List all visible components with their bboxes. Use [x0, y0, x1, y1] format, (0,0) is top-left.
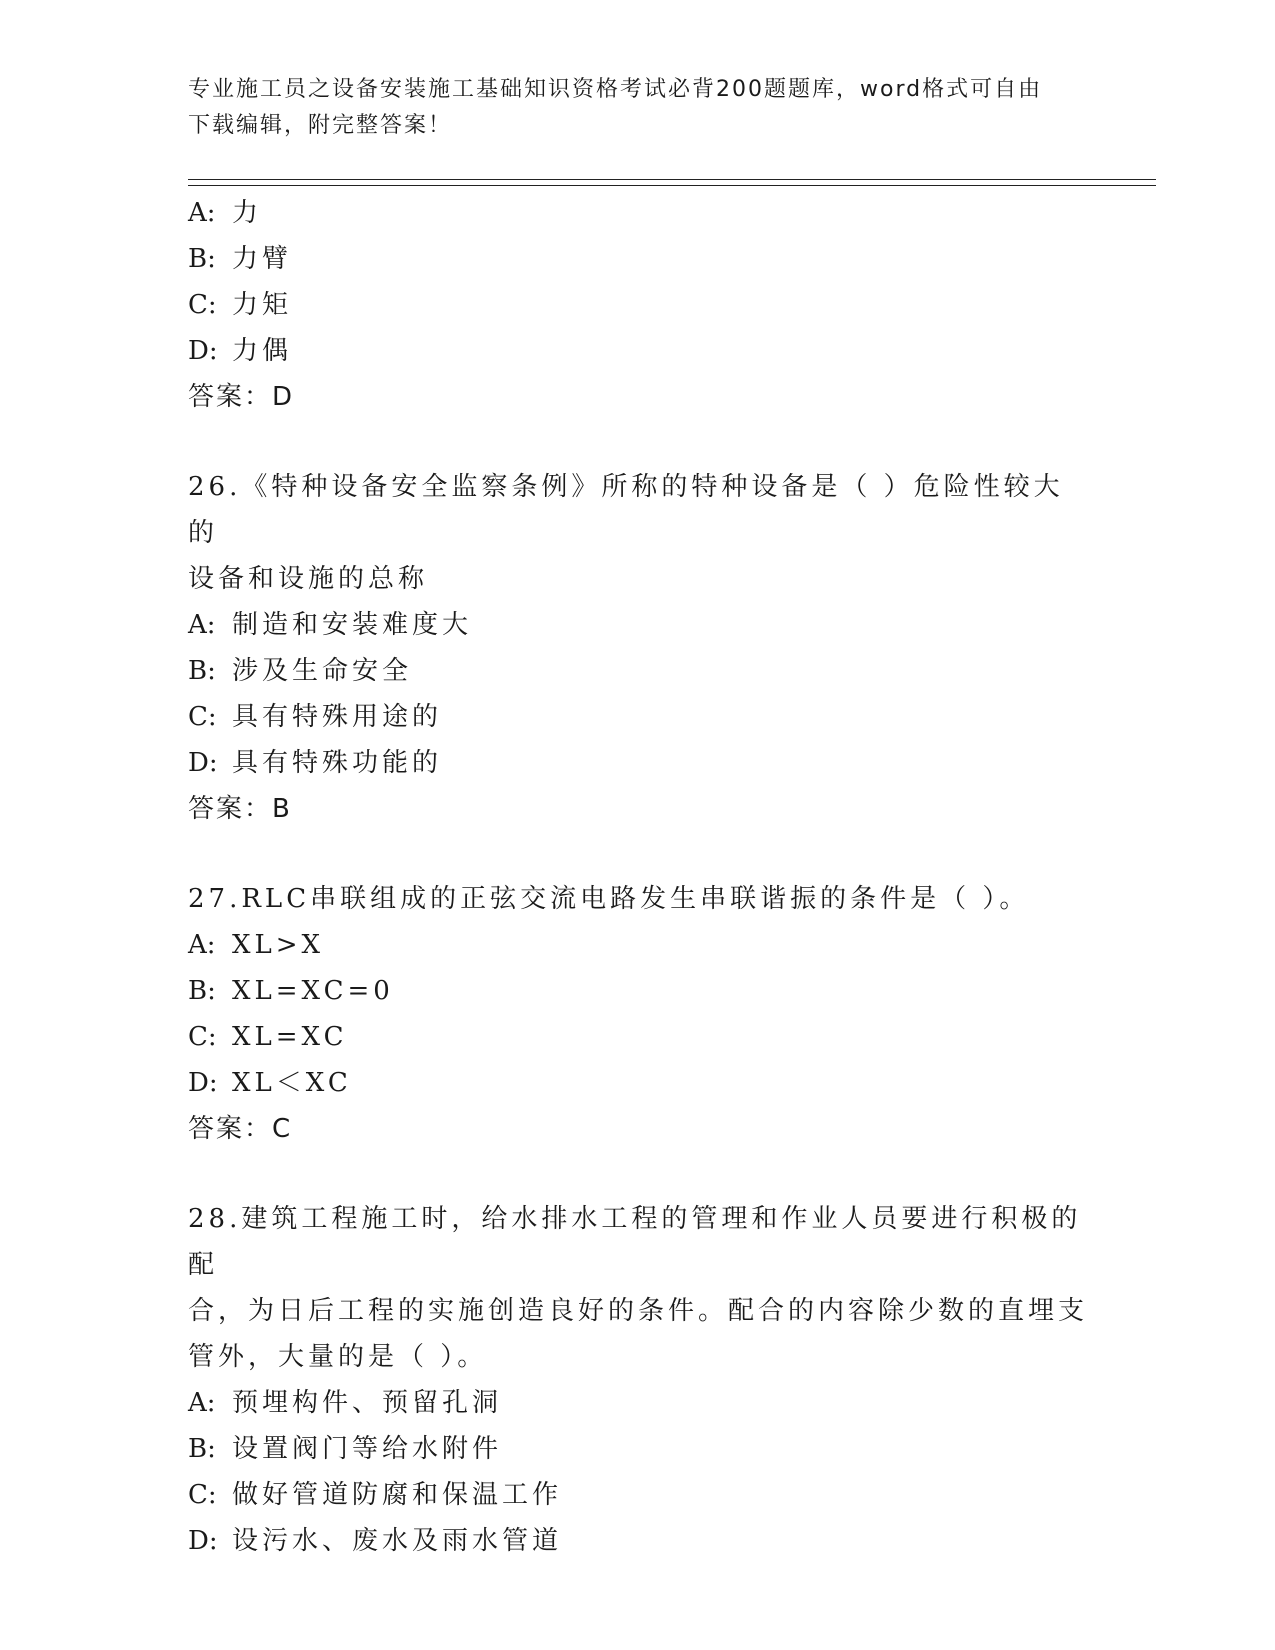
option-b: [188, 968, 1088, 1014]
question-list: [188, 190, 1088, 1564]
option-text: XL=XC=0: [232, 976, 394, 1006]
question-26: [188, 464, 1088, 832]
option-text: 涉及生命安全: [232, 656, 413, 686]
option-b: [188, 1426, 1088, 1472]
option-label: C:: [188, 702, 217, 732]
option-c: [188, 694, 1088, 740]
document-header: [188, 72, 1068, 144]
option-label: B:: [188, 244, 216, 274]
option-label: D:: [188, 748, 218, 778]
option-c: [188, 1014, 1088, 1060]
option-text: 预埋构件、预留孔洞: [232, 1388, 503, 1418]
option-label: A:: [188, 198, 216, 228]
option-c: [188, 282, 1088, 328]
header-title-line-2: 下载编辑，附完整答案！: [188, 113, 453, 138]
option-b: [188, 648, 1088, 694]
header-divider-bottom: [188, 185, 1156, 186]
answer-line: 答案：C: [188, 1114, 293, 1144]
option-label: B:: [188, 976, 216, 1006]
option-d: [188, 328, 1088, 374]
option-text: XL=XC: [232, 1022, 348, 1052]
option-a: [188, 190, 1088, 236]
option-d: [188, 1060, 1088, 1106]
option-text: 具有特殊功能的: [232, 748, 443, 778]
question-text-line: 26.《特种设备安全监察条例》所称的特种设备是（ ）危险性较大的: [188, 472, 1064, 548]
option-label: C:: [188, 1480, 217, 1510]
option-text: XL＜XC: [232, 1068, 352, 1098]
option-label: B:: [188, 1434, 216, 1464]
question-text: [188, 1196, 1088, 1380]
answer-line: 答案：B: [188, 794, 292, 824]
question-text: [188, 464, 1088, 602]
option-text: 力臂: [232, 244, 293, 274]
option-label: A:: [188, 610, 216, 640]
option-text: 制造和安装难度大: [232, 610, 473, 640]
option-text: 设置阀门等给水附件: [232, 1434, 503, 1464]
option-label: D:: [188, 1526, 218, 1556]
option-label: B:: [188, 656, 216, 686]
option-text: 做好管道防腐和保温工作: [232, 1480, 563, 1510]
option-label: A:: [188, 1388, 216, 1418]
question-28: [188, 1196, 1088, 1564]
option-text: 力矩: [232, 290, 293, 320]
option-label: D:: [188, 336, 218, 366]
question-text-line: 合，为日后工程的实施创造良好的条件。配合的内容除少数的直埋支: [188, 1296, 1089, 1326]
question-27: [188, 876, 1088, 1152]
option-d: [188, 740, 1088, 786]
question-25: [188, 190, 1088, 420]
question-text-line: 28.建筑工程施工时，给水排水工程的管理和作业人员要进行积极的配: [188, 1204, 1082, 1280]
option-a: [188, 602, 1088, 648]
answer-line: 答案：D: [188, 382, 295, 412]
header-title-line-1: 专业施工员之设备安装施工基础知识资格考试必背200题题库，word格式可自由: [188, 77, 1043, 102]
option-text: XL>X: [232, 930, 325, 960]
question-text-line: 管外，大量的是（ ）。: [188, 1342, 488, 1372]
option-label: D:: [188, 1068, 218, 1098]
option-a: [188, 1380, 1088, 1426]
option-label: C:: [188, 1022, 217, 1052]
option-text: 力: [232, 198, 263, 228]
question-text-line: 27.RLC串联组成的正弦交流电路发生串联谐振的条件是（ ）。: [188, 884, 1030, 914]
question-text: [188, 876, 1088, 922]
option-b: [188, 236, 1088, 282]
header-divider-top: [188, 179, 1156, 180]
option-label: C:: [188, 290, 217, 320]
option-a: [188, 922, 1088, 968]
option-text: 设污水、废水及雨水管道: [232, 1526, 563, 1556]
question-text-line: 设备和设施的总称: [188, 564, 429, 594]
option-text: 具有特殊用途的: [232, 702, 443, 732]
option-label: A:: [188, 930, 216, 960]
option-c: [188, 1472, 1088, 1518]
option-d: [188, 1518, 1088, 1564]
option-text: 力偶: [232, 336, 293, 366]
